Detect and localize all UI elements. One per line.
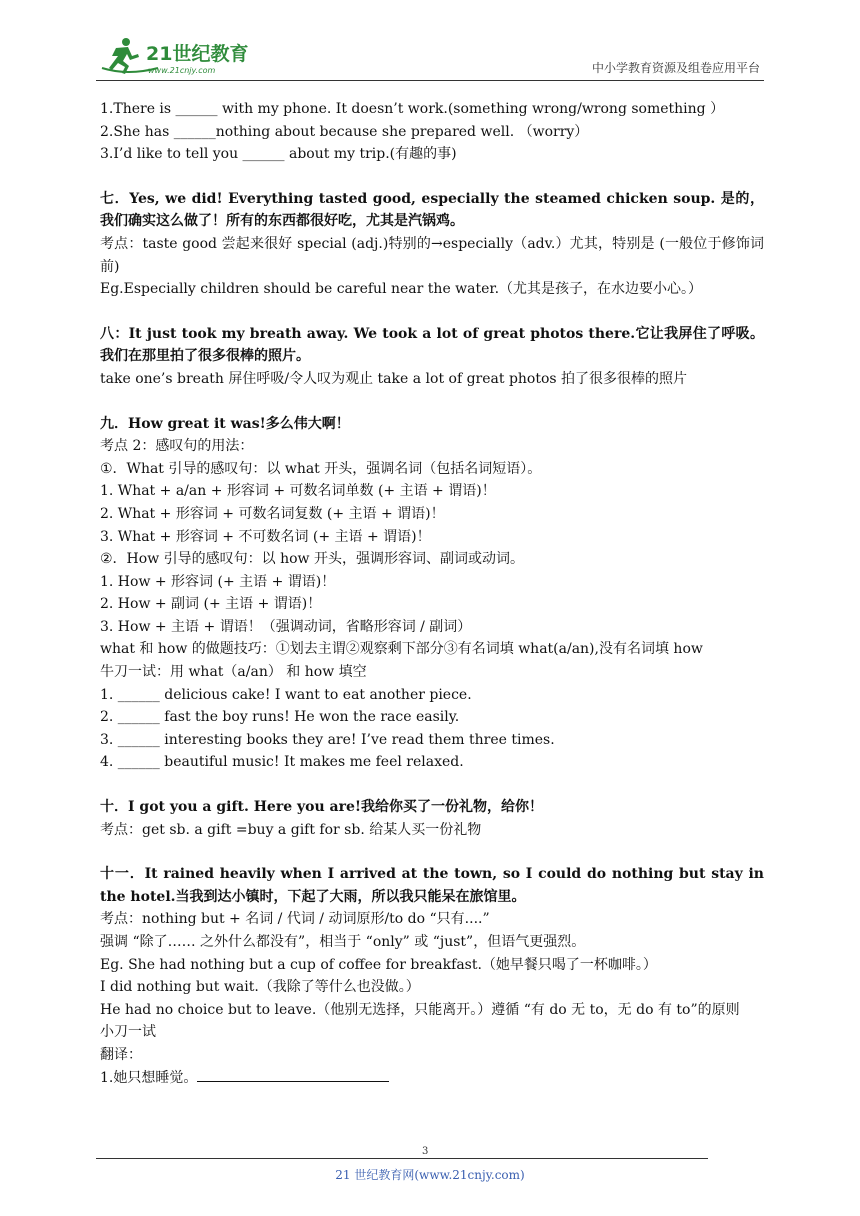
text-line [100, 931, 764, 954]
text-line [100, 1021, 764, 1044]
line-text: 翻译： [100, 1046, 142, 1063]
text-line [100, 954, 764, 977]
text-line [100, 278, 764, 301]
answer-blank[interactable] [197, 1067, 389, 1082]
text-line [100, 121, 764, 144]
paragraph-gap [100, 301, 764, 323]
line-text: 3.I’d like to tell you ______ about my trip.(有趣的事) [100, 146, 457, 163]
site-logo [98, 34, 268, 78]
section-heading [100, 188, 764, 233]
line-text: 小刀一试 [100, 1024, 156, 1041]
text-line [100, 526, 764, 549]
paragraph-gap [100, 774, 764, 796]
line-text: ②．How 引导的感叹句：以 how 开头，强调形容词、副词或动词。 [100, 551, 524, 568]
line-text: 十．I got you a gift. Here you are!我给你买了一份礼物，给你！ [100, 799, 544, 816]
text-line [100, 638, 764, 661]
line-text: Eg.Especially children should be careful near the water.（尤其是孩子，在水边要小心。） [100, 281, 703, 298]
text-line [100, 548, 764, 571]
text-line [100, 661, 764, 684]
paragraph-gap [100, 166, 764, 188]
line-text: I did nothing but wait.（我除了等什么也没做。） [100, 979, 420, 996]
paragraph-gap [100, 391, 764, 413]
line-text: 2.She has ______nothing about because she prepared well. （worry） [100, 123, 589, 140]
text-line [100, 729, 764, 752]
line-text: 2. How + 副词 (+ 主语 + 谓语)！ [100, 596, 322, 613]
line-text: 3. ______ interesting books they are! I’ve read them three times. [100, 731, 555, 748]
platform-name: 中小学教育资源及组卷应用平台 [591, 61, 760, 75]
text-line [100, 593, 764, 616]
line-text: ①．What 引导的感叹句：以 what 开头，强调名词（包括名词短语）。 [100, 460, 542, 477]
line-text: 九．How great it was!多么伟大啊！ [100, 415, 350, 432]
text-line [100, 98, 764, 121]
text-line [100, 571, 764, 594]
line-text: 牛刀一试：用 what（a/an） 和 how 填空 [100, 664, 367, 681]
section-heading [100, 413, 764, 436]
section-heading [100, 796, 764, 819]
text-line [100, 480, 764, 503]
text-line [100, 976, 764, 999]
section-heading [100, 323, 764, 368]
text-line [100, 706, 764, 729]
text-line [100, 143, 764, 166]
svg-text:21世纪教育: 21世纪教育 [146, 43, 249, 65]
line-text: 2. ______ fast the boy runs! He won the race easily. [100, 709, 460, 726]
text-line [100, 458, 764, 481]
line-text: 1. How + 形容词 (+ 主语 + 谓语)！ [100, 573, 336, 590]
text-line [100, 503, 764, 526]
line-text: 考点：nothing but + 名词 / 代词 / 动词原形/to do “只有....” [100, 911, 490, 928]
line-text: 八：It just took my breath away. We took a lot of great photos there.它让我屏住了呼吸。我们在那里拍了很多很棒的照片。 [100, 325, 764, 365]
line-text: 1.她只想睡觉。 [100, 1069, 198, 1086]
line-text: 七．Yes, we did! Everything tasted good, especially the steamed chicken soup. 是的，我们确实这么做了！所有的东西都很好吃，尤其是汽锅鸡。 [100, 190, 764, 230]
text-line [100, 616, 764, 639]
line-text: 强调 “除了…… 之外什么都没有”，相当于 “only” 或 “just”，但语气更强烈。 [100, 934, 586, 950]
line-text: Eg. She had nothing but a cup of coffee for breakfast.（她早餐只喝了一杯咖啡。） [100, 956, 657, 973]
line-text: 考点 2：感叹句的用法： [100, 438, 254, 455]
line-text: He had no choice but to leave.（他别无选择，只能离开。）遵循 “有 do 无 to，无 do 有 to”的原则 [100, 1001, 740, 1018]
line-text: 考点：taste good 尝起来很好 special (adj.)特别的→especially（adv.）尤其，特别是 (一般位于修饰词前) [100, 235, 764, 275]
svg-text:www.21cnjy.com: www.21cnjy.com [148, 66, 216, 75]
line-text: 2. What + 形容词 + 可数名词复数 (+ 主语 + 谓语)！ [100, 505, 445, 522]
text-line [100, 368, 764, 391]
line-text: take one’s breath 屏住呼吸/令人叹为观止 take a lot of great photos 拍了很多很棒的照片 [100, 370, 688, 387]
line-text: 4. ______ beautiful music! It makes me feel relaxed. [100, 754, 464, 771]
line-text: 1.There is ______ with my phone. It doesn’t work.(something wrong/wrong something ） [100, 101, 725, 117]
page-header [96, 32, 764, 81]
page-number: 3 [422, 1146, 429, 1157]
text-line [100, 819, 764, 842]
line-text: 考点：get sb. a gift =buy a gift for sb. 给某人买一份礼物 [100, 821, 482, 838]
paragraph-gap [100, 841, 764, 863]
text-line [100, 908, 764, 931]
text-line [100, 233, 764, 278]
line-text: 3. What + 形容词 + 不可数名词 (+ 主语 + 谓语)！ [100, 528, 431, 545]
line-text: 1. What + a/an + 形容词 + 可数名词单数 (+ 主语 + 谓语)！ [100, 483, 496, 500]
footer-site: 21 世纪教育网(www.21cnjy.com) [335, 1168, 525, 1182]
line-text: 1. ______ delicious cake! I want to eat another piece. [100, 686, 472, 703]
text-line [100, 435, 764, 458]
text-line [100, 1044, 764, 1067]
line-text: 十一．It rained heavily when I arrived at the town, so I could do nothing but stay in the hotel.当我到达小镇时，下起了大雨，所以我只能呆在旅馆里。 [100, 866, 764, 905]
text-line [100, 999, 764, 1022]
document-body [100, 98, 764, 1089]
line-text: 3. How + 主语 + 谓语！（强调动词，省略形容词 / 副词） [100, 618, 472, 635]
footer-divider [96, 1158, 708, 1159]
section-heading [100, 863, 764, 908]
text-line [100, 684, 764, 707]
text-line [100, 751, 764, 774]
text-line [100, 1067, 764, 1090]
line-text: what 和 how 的做题技巧：①划去主谓②观察剩下部分③有名词填 what(a/an),没有名词填 how [100, 641, 703, 658]
